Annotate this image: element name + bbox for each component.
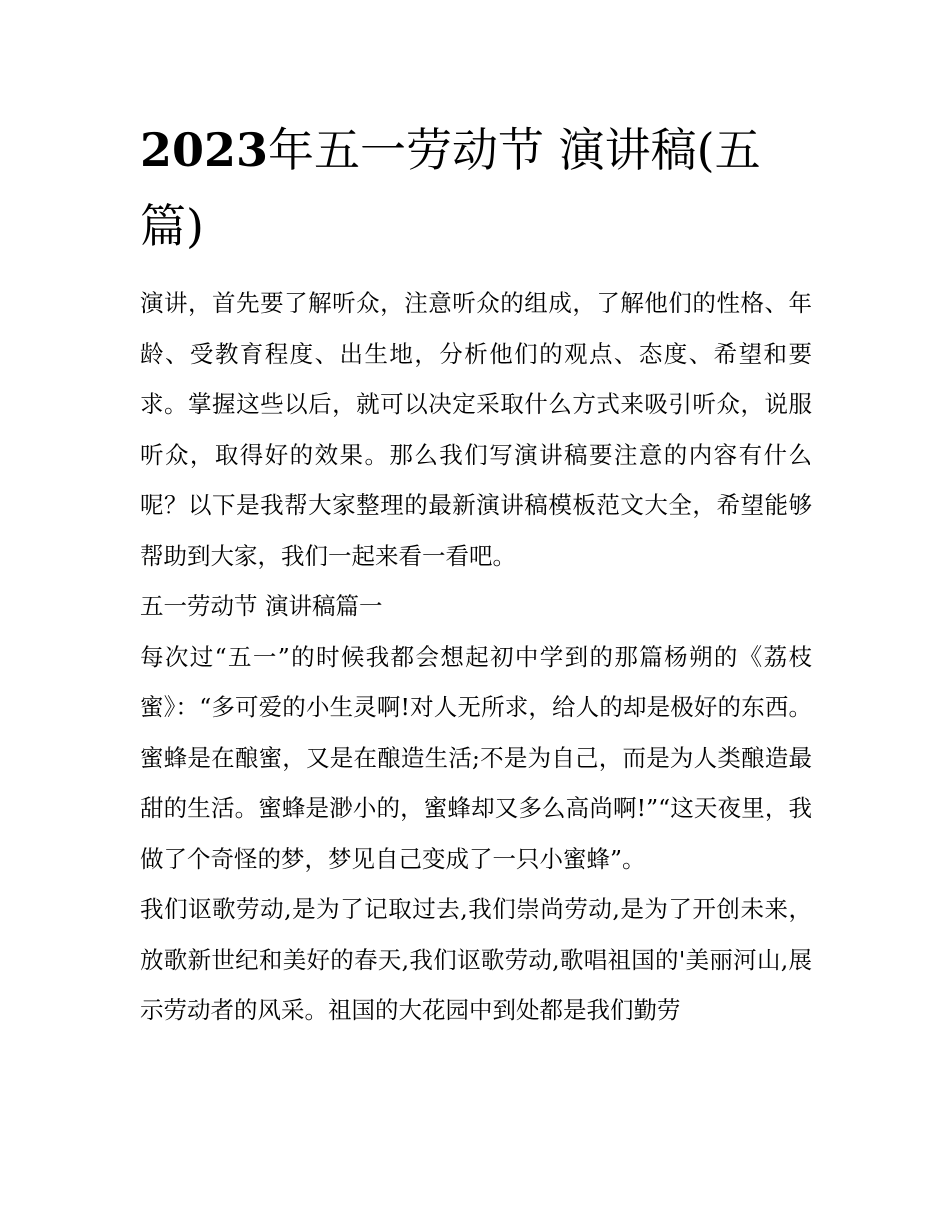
body-paragraph-2: 我们讴歌劳动,是为了记取过去,我们崇尚劳动,是为了开创未来，放歌新世纪和美好的春天,我们讴歌劳动,歌唱祖国的'美丽河山,展示劳动者的风采。祖国的大花园中到处都是我们勤劳	[140, 895, 812, 1024]
intro-paragraph: 演讲，首先要了解听众，注意听众的组成，了解他们的性格、年龄、受教育程度、出生地，分析他们的观点、态度、希望和要求。掌握这些以后，就可以决定采取什么方式来吸引听众，说服听众，取得好的效果。那么我们写演讲稿要注意的内容有什么呢？以下是我帮大家整理的最新演讲稿模板范文大全，希望能够帮助到大家，我们一起来看一看吧。	[140, 289, 812, 570]
document-title	[140, 112, 812, 264]
document-content	[140, 112, 812, 1036]
body-paragraph-1: 每次过“五一”的时候我都会想起初中学到的那篇杨朔的《荔枝蜜》：“多可爱的小生灵啊!对人无所求，给人的却是极好的东西。蜜蜂是在酿蜜，又是在酿造生活;不是为自己，而是为人类酿造最甜的生活。蜜蜂是渺小的，蜜蜂却又多么高尚啊!”“这天夜里，我做了个奇怪的梦，梦见自己变成了一只小蜜蜂”。	[140, 642, 812, 873]
title-text: 年五一劳动节 演讲稿(五篇)	[140, 123, 761, 253]
title-year: 2023	[140, 123, 269, 177]
section-heading: 五一劳动节 演讲稿篇一	[140, 592, 383, 620]
